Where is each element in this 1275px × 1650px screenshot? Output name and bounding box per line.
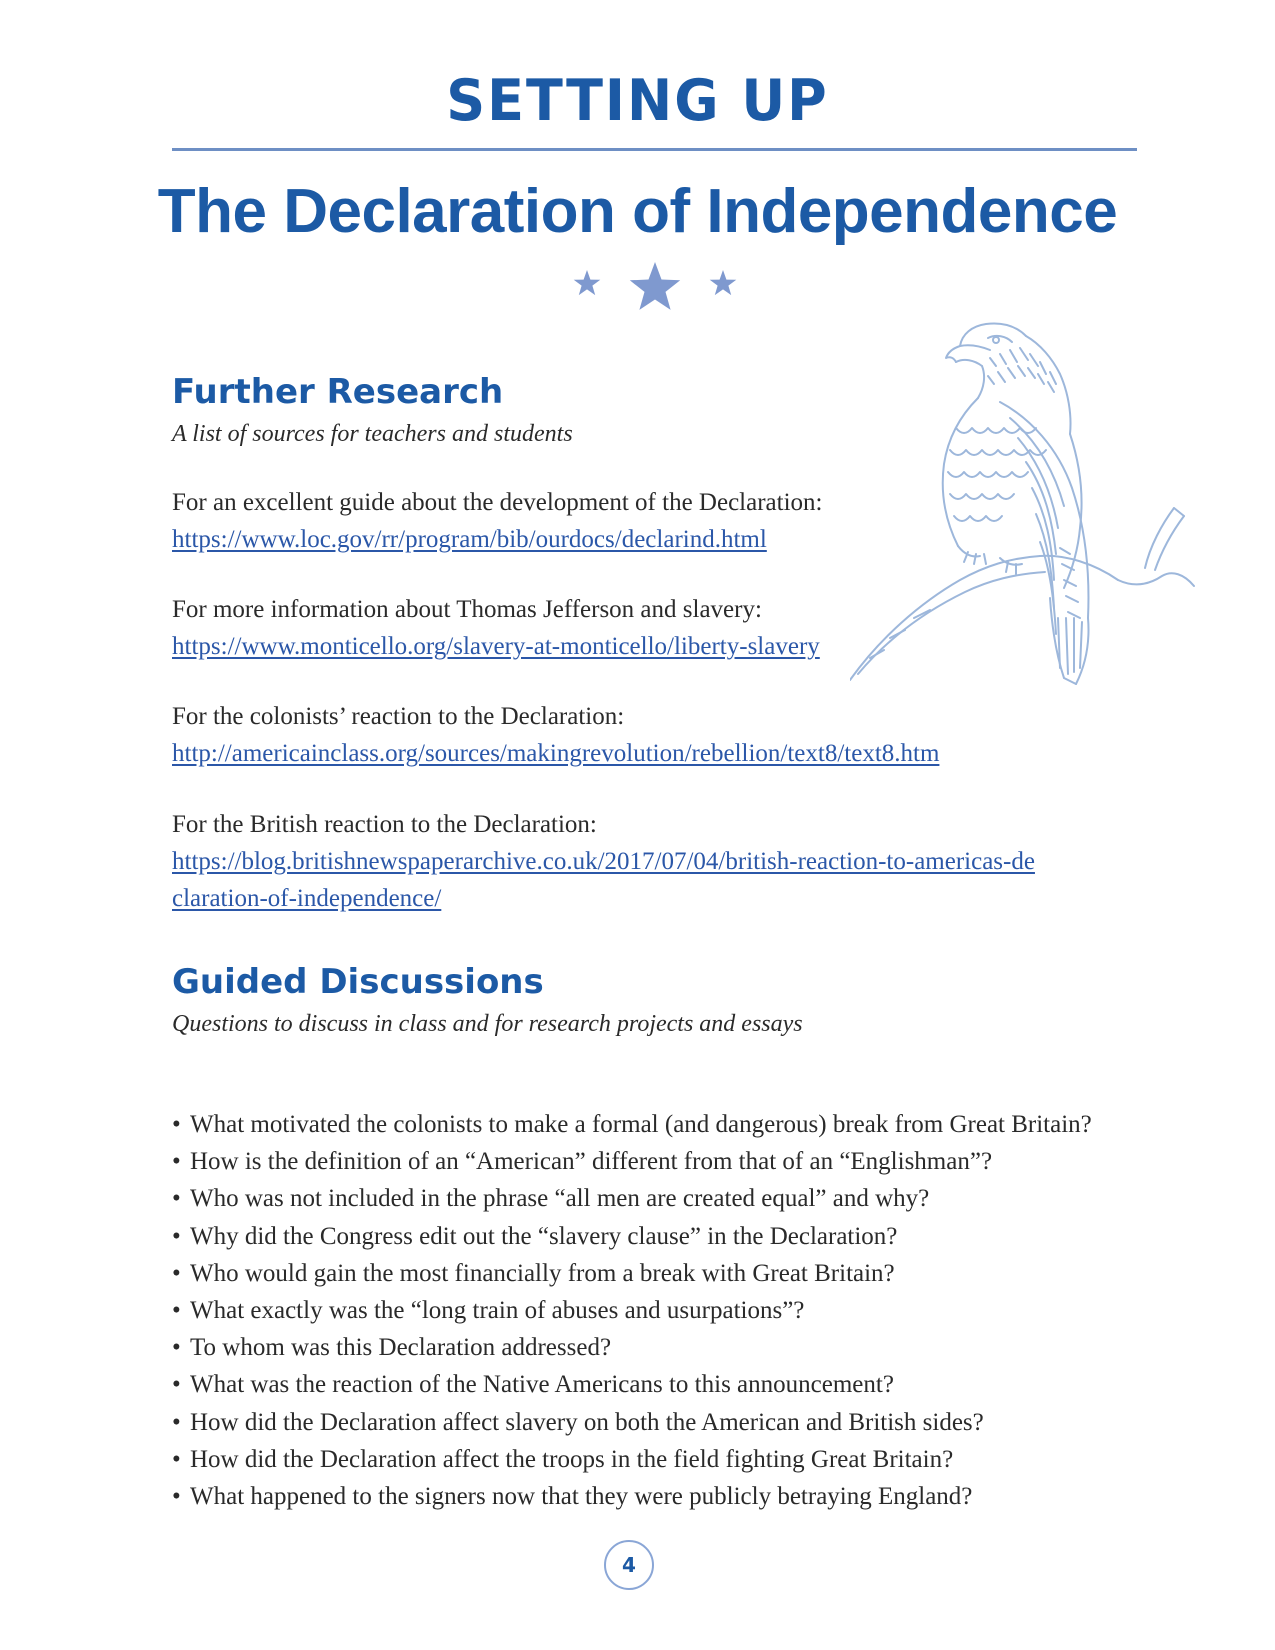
list-item	[172, 1329, 1132, 1366]
bullet-marker: •	[172, 1371, 181, 1399]
bullet-marker: •	[172, 1259, 181, 1287]
list-item	[172, 1106, 1132, 1143]
stars-ornament	[570, 262, 740, 322]
resource-link[interactable]: https://www.monticello.org/slavery-at-monticello/liberty-slavery	[172, 633, 820, 660]
question-text: Who was not included in the phrase “all men are created equal” and why?	[190, 1185, 930, 1213]
list-item	[172, 1180, 1132, 1217]
bullet-marker: •	[172, 1408, 181, 1436]
question-text: What happened to the signers now that they were publicly betraying England?	[190, 1483, 973, 1511]
star-icon	[574, 270, 601, 295]
list-item	[172, 1441, 1132, 1478]
list-item	[172, 1478, 1132, 1515]
star-icon	[710, 270, 737, 295]
question-text: To whom was this Declaration addressed?	[190, 1334, 612, 1362]
header-divider	[172, 148, 1137, 151]
resource-description: For more information about Thomas Jefferson and slavery:	[172, 596, 762, 623]
resource-description: For the British reaction to the Declaration:	[172, 811, 597, 838]
resource-link[interactable]: https://www.loc.gov/rr/program/bib/ourdocs/declarind.html	[172, 526, 767, 553]
resource-link[interactable]: http://americainclass.org/sources/makingrevolution/rebellion/text8/text8.htm	[172, 740, 940, 767]
page-number: 4	[604, 1540, 654, 1590]
further-research-heading: Further Research	[172, 372, 504, 412]
list-item	[172, 1255, 1132, 1292]
resource-item	[172, 806, 1042, 917]
bullet-marker: •	[172, 1185, 181, 1213]
list-item	[172, 1218, 1132, 1255]
star-icon	[630, 262, 680, 310]
question-text: What motivated the colonists to make a formal (and dangerous) break from Great Britain?	[190, 1111, 1092, 1138]
list-item	[172, 1366, 1132, 1403]
resource-link[interactable]: https://blog.britishnewspaperarchive.co.uk/2017/07/04/british-reaction-to-americas-declaration-of-independence/	[172, 848, 1035, 912]
list-item	[172, 1143, 1132, 1180]
section-kicker: SETTING UP	[446, 67, 829, 134]
bullet-marker: •	[172, 1111, 181, 1138]
question-text: What was the reaction of the Native Americans to this announcement?	[190, 1371, 894, 1399]
bullet-marker: •	[172, 1445, 181, 1473]
bullet-marker: •	[172, 1297, 181, 1325]
resource-item	[172, 698, 1072, 772]
bullet-marker: •	[172, 1148, 181, 1176]
resource-description: For the colonists’ reaction to the Declaration:	[172, 703, 625, 730]
bullet-marker: •	[172, 1334, 181, 1362]
question-text: How did the Declaration affect slavery on both the American and British sides?	[190, 1408, 984, 1436]
question-text: How is the definition of an “American” different from that of an “Englishman”?	[190, 1148, 993, 1176]
list-item	[172, 1292, 1132, 1329]
eagle-illustration	[850, 318, 1202, 690]
discussion-questions-list	[172, 1106, 1132, 1515]
bullet-marker: •	[172, 1222, 181, 1250]
question-text: Why did the Congress edit out the “slavery clause” in the Declaration?	[190, 1222, 898, 1250]
question-text: Who would gain the most financially from a break with Great Britain?	[190, 1259, 895, 1287]
guided-discussions-heading: Guided Discussions	[172, 962, 544, 1002]
bullet-marker: •	[172, 1483, 181, 1511]
question-text: What exactly was the “long train of abuses and usurpations”?	[190, 1297, 805, 1325]
guided-discussions-subtitle: Questions to discuss in class and for research projects and essays	[172, 1011, 803, 1037]
further-research-subtitle: A list of sources for teachers and students	[172, 421, 573, 447]
question-text: How did the Declaration affect the troops in the field fighting Great Britain?	[190, 1445, 954, 1473]
page-title: The Declaration of Independence	[157, 177, 1118, 246]
resource-description: For an excellent guide about the development of the Declaration:	[172, 489, 823, 516]
list-item	[172, 1404, 1132, 1441]
